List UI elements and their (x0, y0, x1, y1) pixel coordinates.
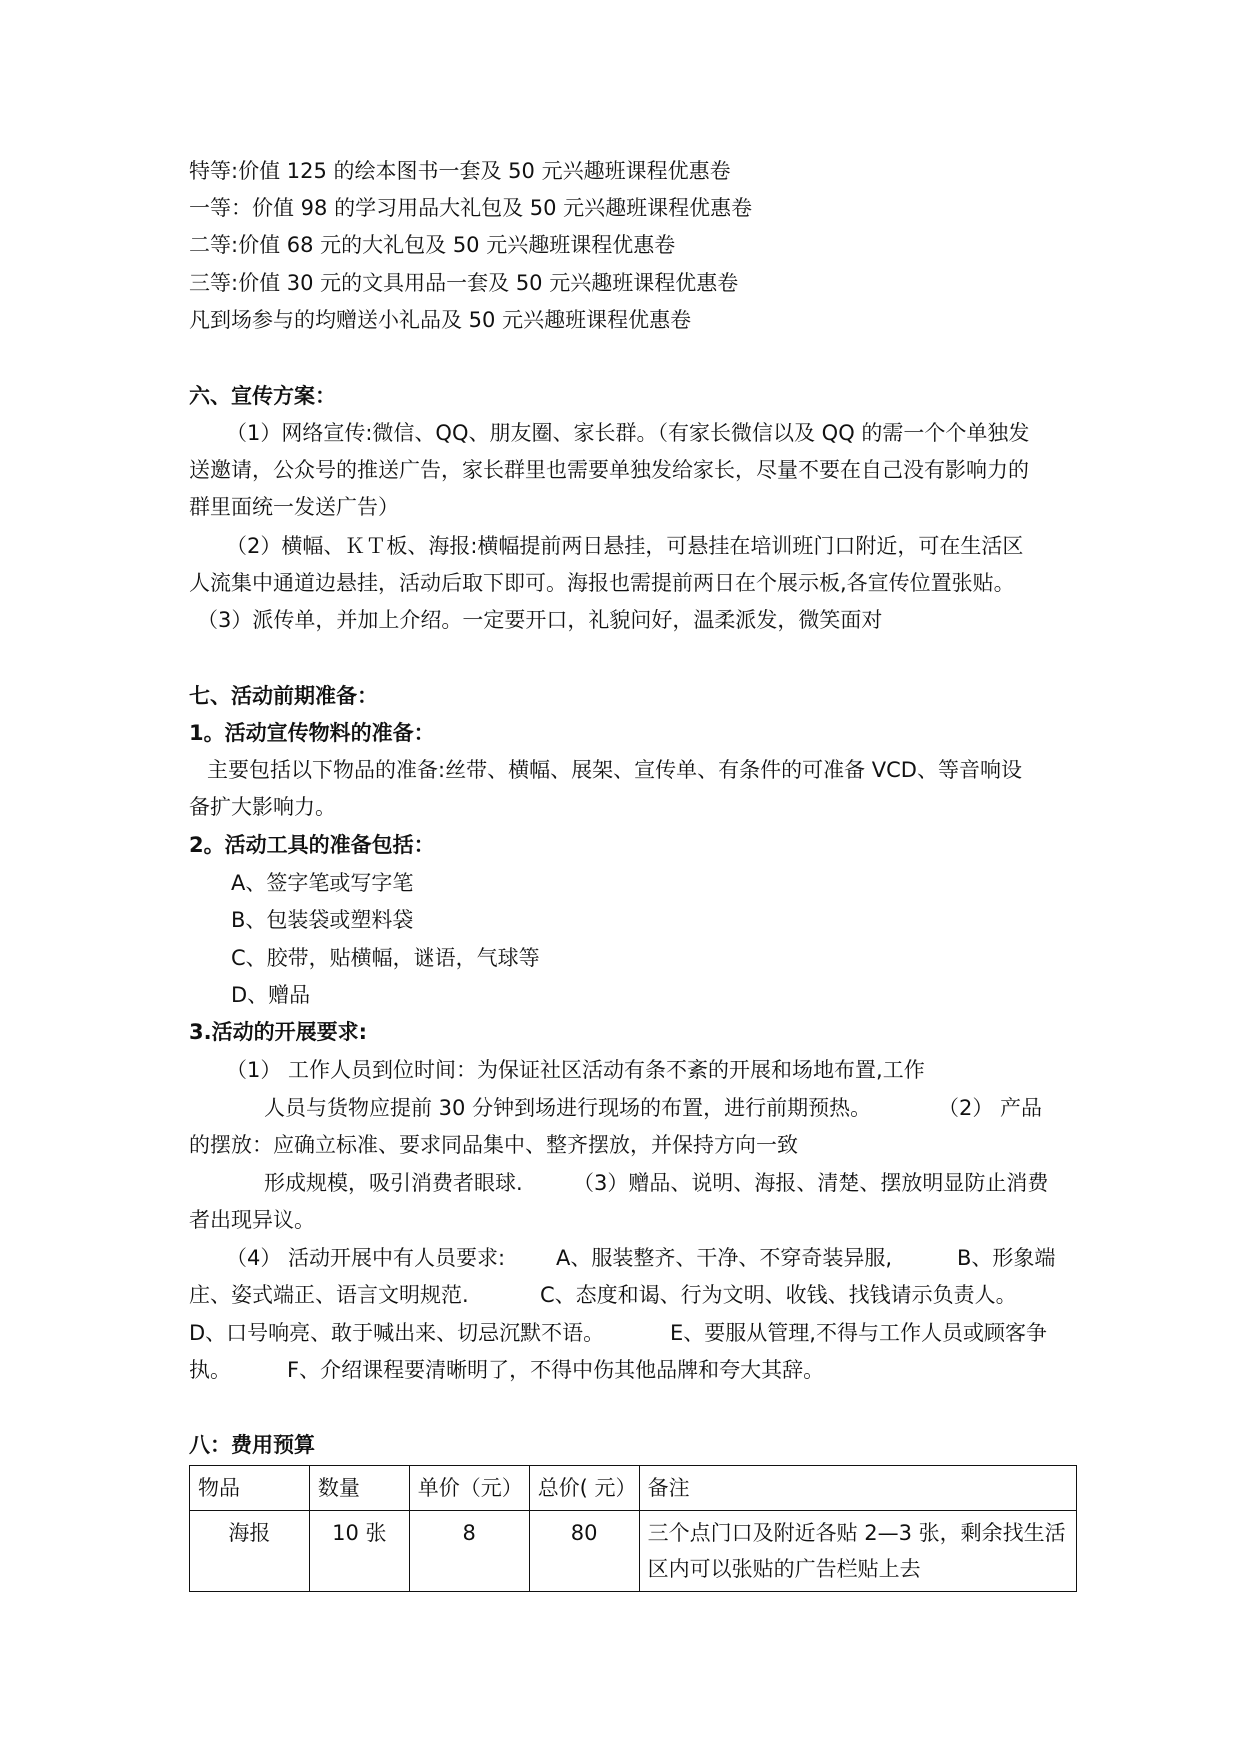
table-header-row (190, 1466, 1077, 1511)
table-row (190, 1511, 1077, 1592)
tool-item: B、包装袋或塑料袋 (231, 908, 414, 932)
section7-sub3: 3.活动的开展要求: (189, 1020, 367, 1044)
requirement-line: 执。 (189, 1358, 231, 1382)
budget-table (189, 1465, 1077, 1592)
requirement-line: E、要服从管理,不得与工作人员或顾客争 (670, 1321, 1047, 1345)
cell-unit-price: 8 (409, 1511, 529, 1592)
tool-item: A、签字笔或写字笔 (231, 871, 414, 895)
requirement-line: 形成规模，吸引消费者眼球. (264, 1171, 523, 1195)
cell-item: 海报 (190, 1511, 310, 1592)
section6-p3: （3）派传单，并加上介绍。一定要开口，礼貌问好，温柔派发，微笑面对 (197, 608, 883, 632)
section6-p1-line2: 送邀请，公众号的推送广告，家长群里也需要单独发给家长，尽量不要在自己没有影响力的 (189, 458, 1029, 482)
section8-heading: 八：费用预算 (189, 1433, 315, 1457)
prize-all: 凡到场参与的均赠送小礼品及 50 元兴趣班课程优惠卷 (189, 308, 692, 332)
cell-qty: 10 张 (309, 1511, 409, 1592)
section6-p1-line3: 群里面统一发送广告） (189, 495, 399, 519)
requirement-line: （3）赠品、说明、海报、清楚、摆放明显防止消费 (573, 1171, 1049, 1195)
requirement-line: 人员与货物应提前 30 分钟到场进行现场的布置，进行前期预热。 (264, 1096, 872, 1120)
header-cell: 数量 (309, 1466, 409, 1511)
requirement-line: （1） 工作人员到位时间：为保证社区活动有条不紊的开展和场地布置,工作 (226, 1058, 925, 1082)
tool-item: D、赠品 (231, 983, 311, 1007)
section7-sub1: 1。活动宣传物料的准备： (189, 721, 435, 745)
section6-p2-line1: （2）横幅、ＫＴ板、海报:横幅提前两日悬挂，可悬挂在培训班门口附近，可在生活区 (226, 534, 1024, 558)
section6-p2-line2: 人流集中通道边悬挂，活动后取下即可。海报也需提前两日在个展示板,各宣传位置张贴。 (189, 571, 1015, 595)
requirement-line: 者出现异议。 (189, 1208, 315, 1232)
requirement-line: D、口号响亮、敢于喊出来、切忌沉默不语。 (189, 1321, 605, 1345)
section7-sub1-line1: 主要包括以下物品的准备:丝带、横幅、展架、宣传单、有条件的可准备 VCD、等音响设 (207, 758, 1022, 782)
requirement-line: F、介绍课程要清晰明了，不得中伤其他品牌和夸大其辞。 (287, 1358, 825, 1382)
requirement-line: A、服装整齐、干净、不穿奇装异服, (556, 1246, 893, 1270)
requirement-line: B、形象端 (957, 1246, 1056, 1270)
requirement-line: 的摆放：应确立标准、要求同品集中、整齐摆放，并保持方向一致 (189, 1133, 798, 1157)
header-cell: 备注 (639, 1466, 1076, 1511)
tool-item: C、胶带，贴横幅，谜语，气球等 (231, 946, 540, 970)
header-cell: 总价( 元） (529, 1466, 639, 1511)
prize-first: 一等：价值 98 的学习用品大礼包及 50 元兴趣班课程优惠卷 (189, 196, 753, 220)
section6-p1-line1: （1）网络宣传:微信、QQ、朋友圈、家长群。（有家长微信以及 QQ 的需一个个单独发 (226, 421, 1030, 445)
section7-sub1-line2: 备扩大影响力。 (189, 795, 336, 819)
requirement-line: C、态度和谒、行为文明、收钱、找钱请示负责人。 (540, 1283, 1017, 1307)
requirement-line: （2） 产品 (938, 1096, 1043, 1120)
section7-heading: 七、活动前期准备： (189, 684, 378, 708)
requirement-line: 庄、姿式端正、语言文明规范. (189, 1283, 469, 1307)
prize-second: 二等:价值 68 元的大礼包及 50 元兴趣班课程优惠卷 (189, 233, 676, 257)
prize-special: 特等:价值 125 的绘本图书一套及 50 元兴趣班课程优惠卷 (189, 159, 731, 183)
header-cell: 单价（元） (409, 1466, 529, 1511)
cell-total-price: 80 (529, 1511, 639, 1592)
header-cell: 物品 (190, 1466, 310, 1511)
prize-third: 三等:价值 30 元的文具用品一套及 50 元兴趣班课程优惠卷 (189, 271, 739, 295)
section6-heading: 六、宣传方案： (189, 384, 336, 408)
cell-note: 三个点门口及附近各贴 2—3 张，剩余找生活区内可以张贴的广告栏贴上去 (639, 1511, 1076, 1592)
section7-sub2: 2。活动工具的准备包括： (189, 833, 435, 857)
requirement-line: （4） 活动开展中有人员要求: (226, 1246, 506, 1270)
